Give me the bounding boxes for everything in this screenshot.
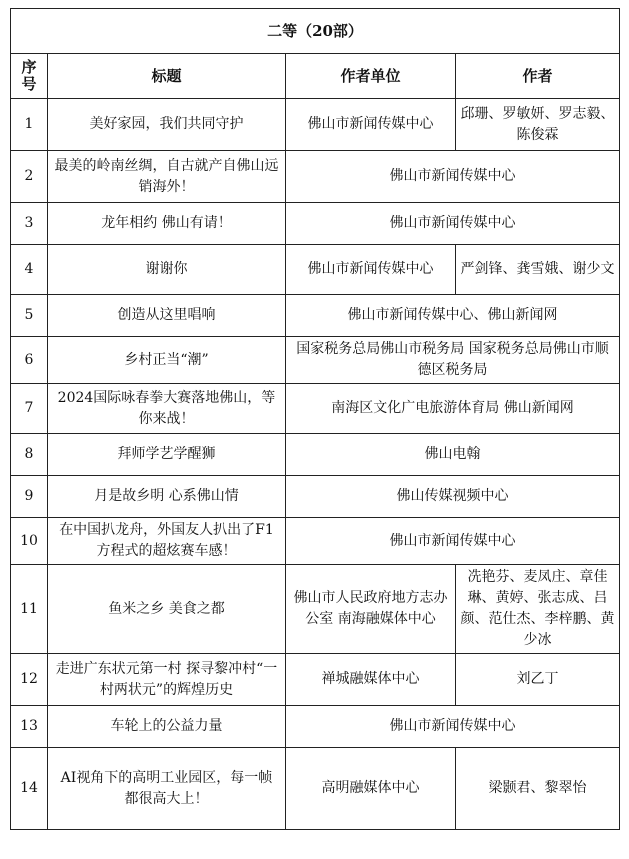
- cell-unit: 佛山市新闻传媒中心: [286, 151, 620, 203]
- header-title: 标题: [48, 54, 286, 99]
- table-row: [11, 295, 620, 337]
- cell-title: AI视角下的高明工业园区，每一帧都很高大上！: [48, 748, 286, 830]
- table-row: [11, 384, 620, 434]
- awards-table: [10, 8, 620, 830]
- table-row: [11, 565, 620, 654]
- cell-seq: 9: [11, 476, 48, 518]
- section-title-row: [11, 9, 620, 54]
- cell-title: 最美的岭南丝绸，自古就产自佛山远销海外！: [48, 151, 286, 203]
- cell-unit: 佛山市新闻传媒中心: [286, 99, 456, 151]
- cell-seq: 13: [11, 706, 48, 748]
- header-unit: 作者单位: [286, 54, 456, 99]
- table-row: [11, 337, 620, 384]
- cell-title: 美好家园，我们共同守护: [48, 99, 286, 151]
- cell-title: 谢谢你: [48, 245, 286, 295]
- cell-seq: 11: [11, 565, 48, 654]
- table-row: [11, 434, 620, 476]
- table-row: [11, 99, 620, 151]
- table-row: [11, 706, 620, 748]
- cell-unit: 佛山传媒视频中心: [286, 476, 620, 518]
- header-seq: 序号: [11, 54, 48, 99]
- cell-unit: 佛山市新闻传媒中心: [286, 706, 620, 748]
- cell-title: 月是故乡明 心系佛山情: [48, 476, 286, 518]
- table-row: [11, 203, 620, 245]
- cell-title: 乡村正当“潮”: [48, 337, 286, 384]
- cell-author: 严剑锋、龚雪娥、谢少文: [456, 245, 620, 295]
- cell-seq: 14: [11, 748, 48, 830]
- cell-unit: 禅城融媒体中心: [286, 654, 456, 706]
- cell-seq: 3: [11, 203, 48, 245]
- cell-author: 梁颢君、黎翠怡: [456, 748, 620, 830]
- cell-title: 车轮上的公益力量: [48, 706, 286, 748]
- table-row: [11, 518, 620, 565]
- cell-title: 走进广东状元第一村 探寻黎冲村“一村两状元”的辉煌历史: [48, 654, 286, 706]
- cell-seq: 12: [11, 654, 48, 706]
- section-title: 二等（20部）: [11, 9, 620, 54]
- cell-unit: 高明融媒体中心: [286, 748, 456, 830]
- cell-seq: 8: [11, 434, 48, 476]
- cell-seq: 1: [11, 99, 48, 151]
- cell-unit: 佛山市新闻传媒中心: [286, 518, 620, 565]
- header-author: 作者: [456, 54, 620, 99]
- table-row: [11, 245, 620, 295]
- cell-unit: 国家税务总局佛山市税务局 国家税务总局佛山市顺德区税务局: [286, 337, 620, 384]
- cell-seq: 5: [11, 295, 48, 337]
- cell-seq: 10: [11, 518, 48, 565]
- cell-seq: 6: [11, 337, 48, 384]
- cell-unit: 佛山市新闻传媒中心: [286, 203, 620, 245]
- cell-unit: 佛山市新闻传媒中心、佛山新闻网: [286, 295, 620, 337]
- cell-title: 鱼米之乡 美食之都: [48, 565, 286, 654]
- cell-seq: 2: [11, 151, 48, 203]
- cell-seq: 4: [11, 245, 48, 295]
- cell-unit: 佛山电翰: [286, 434, 620, 476]
- cell-title: 创造从这里唱响: [48, 295, 286, 337]
- cell-unit: 佛山市新闻传媒中心: [286, 245, 456, 295]
- cell-title: 龙年相约 佛山有请！: [48, 203, 286, 245]
- table-row: [11, 151, 620, 203]
- table-row: [11, 654, 620, 706]
- cell-author: 冼艳芬、麦凤庄、章佳琳、黄婷、张志成、吕颜、范仕杰、李梓鹏、黄少冰: [456, 565, 620, 654]
- cell-title: 在中国扒龙舟，外国友人扒出了F1方程式的超炫赛车感！: [48, 518, 286, 565]
- cell-unit: 佛山市人民政府地方志办公室 南海融媒体中心: [286, 565, 456, 654]
- table-row: [11, 476, 620, 518]
- cell-title: 拜师学艺学醒狮: [48, 434, 286, 476]
- cell-author: 邱珊、罗敏妍、罗志毅、陈俊霖: [456, 99, 620, 151]
- cell-author: 刘乙丁: [456, 654, 620, 706]
- cell-unit: 南海区文化广电旅游体育局 佛山新闻网: [286, 384, 620, 434]
- cell-seq: 7: [11, 384, 48, 434]
- table-row: [11, 748, 620, 830]
- header-row: [11, 54, 620, 99]
- cell-title: 2024国际咏春拳大赛落地佛山，等你来战！: [48, 384, 286, 434]
